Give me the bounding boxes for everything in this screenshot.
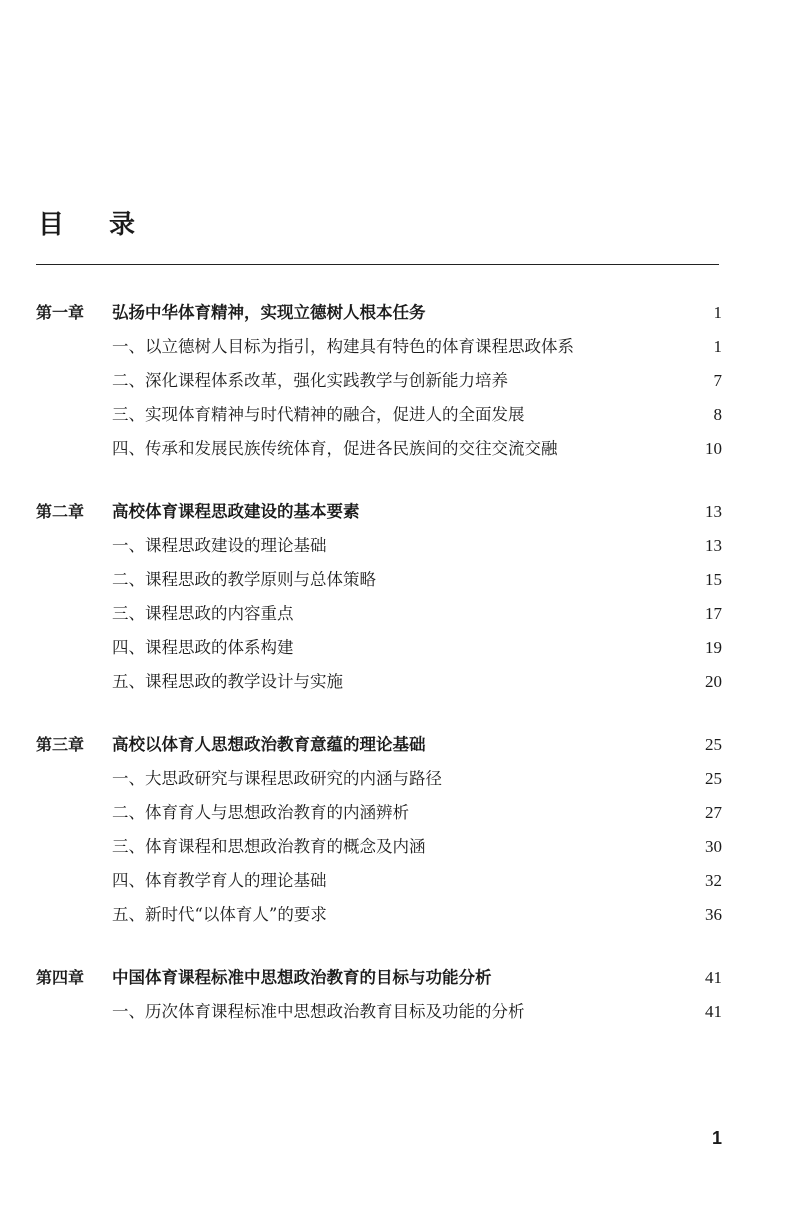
section-title: 三、体育课程和思想政治教育的概念及内涵 bbox=[112, 837, 426, 856]
section-entry[interactable] bbox=[0, 864, 790, 898]
section-page-number: 17 bbox=[705, 604, 722, 623]
section-page-number: 32 bbox=[705, 871, 722, 890]
chapter-page-number: 41 bbox=[705, 968, 722, 987]
chapter-page-number: 25 bbox=[705, 735, 722, 754]
section-entry[interactable] bbox=[0, 398, 790, 432]
chapter-label: 第三章 bbox=[36, 735, 85, 754]
section-title: 一、以立德树人目标为指引，构建具有特色的体育课程思政体系 bbox=[112, 337, 574, 356]
section-page-number: 20 bbox=[705, 672, 722, 691]
section-entry[interactable] bbox=[0, 830, 790, 864]
chapter-page-number: 13 bbox=[705, 502, 722, 521]
section-entry[interactable] bbox=[0, 529, 790, 563]
section-title: 三、实现体育精神与时代精神的融合，促进人的全面发展 bbox=[112, 405, 525, 424]
toc-chapter bbox=[0, 296, 790, 466]
chapter-label: 第一章 bbox=[36, 303, 85, 322]
section-entry[interactable] bbox=[0, 665, 790, 699]
chapter-entry[interactable] bbox=[0, 296, 790, 330]
section-title: 四、传承和发展民族传统体育，促进各民族间的交往交流交融 bbox=[112, 439, 558, 458]
title-divider bbox=[36, 264, 719, 265]
section-page-number: 41 bbox=[705, 1002, 722, 1021]
section-entry[interactable] bbox=[0, 796, 790, 830]
chapter-title: 弘扬中华体育精神，实现立德树人根本任务 bbox=[112, 303, 426, 322]
toc-chapter bbox=[0, 728, 790, 932]
chapter-title: 高校体育课程思政建设的基本要素 bbox=[112, 502, 360, 521]
section-entry[interactable] bbox=[0, 631, 790, 665]
section-page-number: 15 bbox=[705, 570, 722, 589]
section-title: 一、历次体育课程标准中思想政治教育目标及功能的分析 bbox=[112, 1002, 525, 1021]
section-title: 五、课程思政的教学设计与实施 bbox=[112, 672, 343, 691]
section-entry[interactable] bbox=[0, 995, 790, 1029]
chapter-entry[interactable] bbox=[0, 495, 790, 529]
section-entry[interactable] bbox=[0, 330, 790, 364]
section-title: 五、新时代“以体育人”的要求 bbox=[112, 905, 327, 924]
section-entry[interactable] bbox=[0, 597, 790, 631]
section-page-number: 1 bbox=[713, 337, 722, 356]
section-entry[interactable] bbox=[0, 898, 790, 932]
section-page-number: 25 bbox=[705, 769, 722, 788]
section-entry[interactable] bbox=[0, 563, 790, 597]
toc-chapter bbox=[0, 961, 790, 1029]
toc-chapter bbox=[0, 495, 790, 699]
chapter-entry[interactable] bbox=[0, 961, 790, 995]
section-page-number: 30 bbox=[705, 837, 722, 856]
section-title: 二、课程思政的教学原则与总体策略 bbox=[112, 570, 376, 589]
section-entry[interactable] bbox=[0, 762, 790, 796]
section-page-number: 8 bbox=[713, 405, 722, 424]
page-title: 目 录 bbox=[38, 210, 154, 240]
section-page-number: 19 bbox=[705, 638, 722, 657]
section-title: 一、课程思政建设的理论基础 bbox=[112, 536, 327, 555]
chapter-label: 第二章 bbox=[36, 502, 85, 521]
section-title: 一、大思政研究与课程思政研究的内涵与路径 bbox=[112, 769, 442, 788]
chapter-title: 中国体育课程标准中思想政治教育的目标与功能分析 bbox=[112, 968, 492, 987]
chapter-label: 第四章 bbox=[36, 968, 85, 987]
section-page-number: 10 bbox=[705, 439, 722, 458]
section-entry[interactable] bbox=[0, 432, 790, 466]
section-title: 四、课程思政的体系构建 bbox=[112, 638, 294, 657]
page-number: 1 bbox=[711, 1128, 722, 1148]
toc-list bbox=[0, 296, 790, 1058]
chapter-page-number: 1 bbox=[713, 303, 722, 322]
section-page-number: 7 bbox=[713, 371, 722, 390]
section-title: 四、体育教学育人的理论基础 bbox=[112, 871, 327, 890]
section-title: 二、深化课程体系改革，强化实践教学与创新能力培养 bbox=[112, 371, 508, 390]
section-page-number: 13 bbox=[705, 536, 722, 555]
section-entry[interactable] bbox=[0, 364, 790, 398]
chapter-title: 高校以体育人思想政治教育意蕴的理论基础 bbox=[112, 735, 426, 754]
chapter-entry[interactable] bbox=[0, 728, 790, 762]
section-title: 三、课程思政的内容重点 bbox=[112, 604, 294, 623]
section-page-number: 36 bbox=[705, 905, 722, 924]
section-page-number: 27 bbox=[705, 803, 722, 822]
section-title: 二、体育育人与思想政治教育的内涵辨析 bbox=[112, 803, 409, 822]
